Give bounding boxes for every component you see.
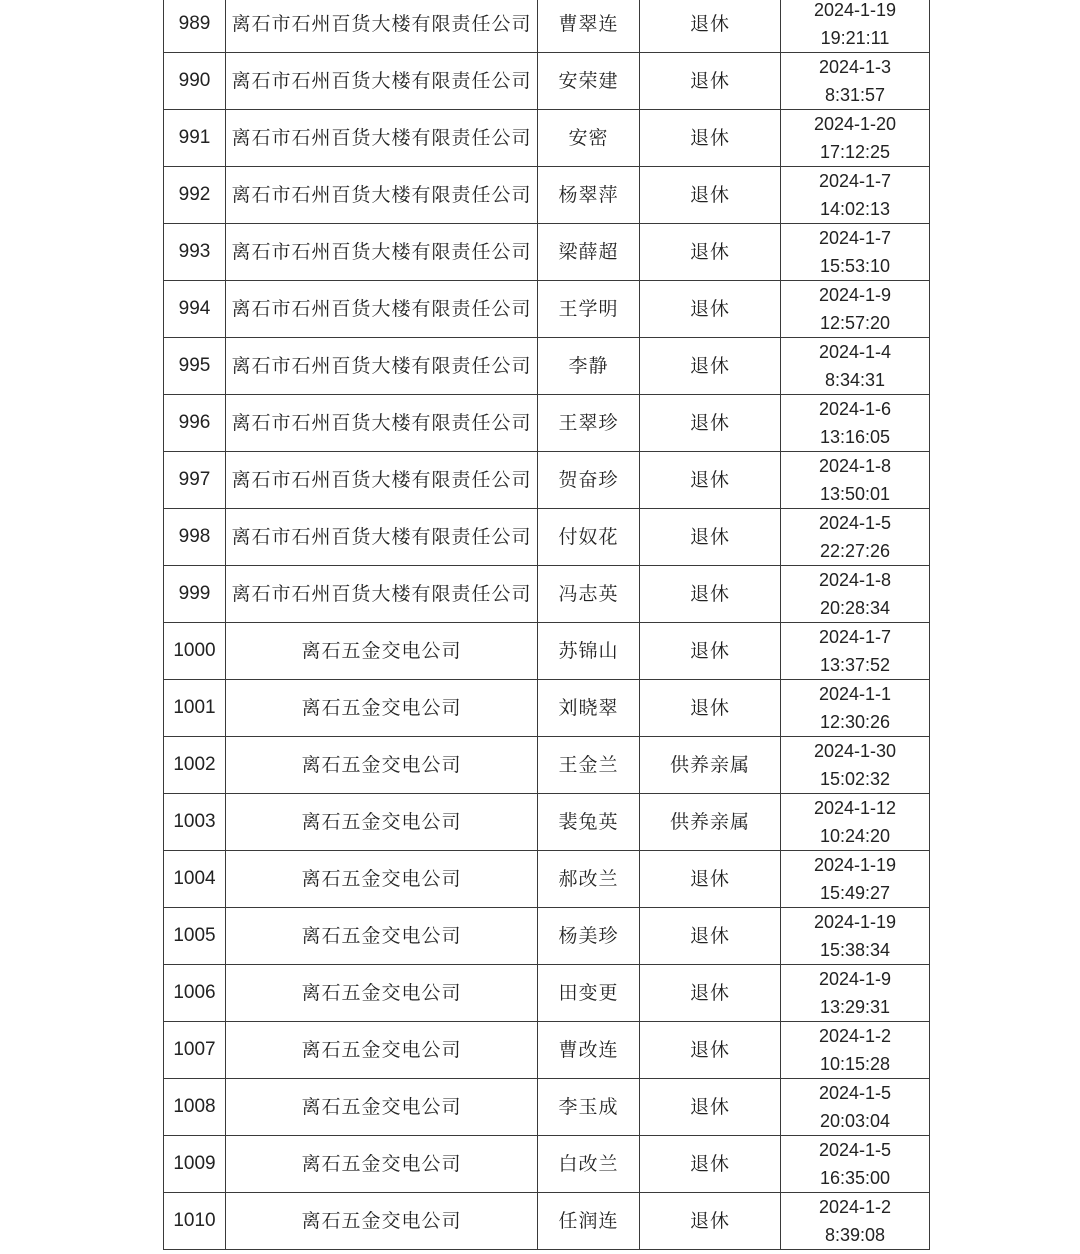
person-name-cell: 白改兰 [538, 1136, 640, 1193]
row-number-cell: 1010 [164, 1193, 226, 1250]
timestamp-time: 8:31:57 [824, 85, 886, 105]
person-type-cell: 退休 [640, 566, 781, 623]
unit-name-cell: 离石五金交电公司 [226, 1193, 538, 1250]
person-name-cell: 苏锦山 [538, 623, 640, 680]
unit-name-cell: 离石市石州百货大楼有限责任公司 [226, 338, 538, 395]
person-type-cell: 退休 [640, 53, 781, 110]
unit-name-cell: 离石市石州百货大楼有限责任公司 [226, 167, 538, 224]
row-number-cell: 990 [164, 53, 226, 110]
timestamp-cell [781, 1022, 930, 1079]
table-row [164, 281, 930, 338]
timestamp-cell [781, 566, 930, 623]
unit-name-cell: 离石五金交电公司 [226, 965, 538, 1022]
unit-name-cell: 离石市石州百货大楼有限责任公司 [226, 452, 538, 509]
timestamp-cell [781, 1193, 930, 1250]
unit-name-cell: 离石五金交电公司 [226, 1079, 538, 1136]
unit-name-cell: 离石五金交电公司 [226, 908, 538, 965]
timestamp-time: 13:50:01 [819, 484, 891, 504]
timestamp-time: 8:34:31 [824, 370, 886, 390]
unit-name-cell: 离石五金交电公司 [226, 623, 538, 680]
timestamp-date: 2024-1-2 [818, 1026, 892, 1046]
table-row [164, 167, 930, 224]
timestamp-date: 2024-1-7 [818, 627, 892, 647]
unit-name-cell: 离石五金交电公司 [226, 794, 538, 851]
unit-name-cell: 离石五金交电公司 [226, 1022, 538, 1079]
timestamp-date: 2024-1-6 [818, 399, 892, 419]
timestamp-date: 2024-1-19 [813, 912, 897, 932]
row-number-cell: 1004 [164, 851, 226, 908]
person-type-cell: 退休 [640, 1193, 781, 1250]
timestamp-date: 2024-1-1 [818, 684, 892, 704]
person-type-cell: 供养亲属 [640, 794, 781, 851]
person-type-cell: 退休 [640, 452, 781, 509]
timestamp-cell [781, 395, 930, 452]
person-type-cell: 退休 [640, 0, 781, 53]
row-number-cell: 993 [164, 224, 226, 281]
timestamp-cell [781, 452, 930, 509]
row-number-cell: 989 [164, 0, 226, 53]
table-row [164, 737, 930, 794]
records-table-body [164, 0, 930, 1250]
timestamp-cell [781, 851, 930, 908]
row-number-cell: 995 [164, 338, 226, 395]
timestamp-date: 2024-1-4 [818, 342, 892, 362]
unit-name-cell: 离石市石州百货大楼有限责任公司 [226, 566, 538, 623]
row-number-cell: 996 [164, 395, 226, 452]
timestamp-cell [781, 0, 930, 53]
row-number-cell: 991 [164, 110, 226, 167]
timestamp-time: 15:02:32 [819, 769, 891, 789]
timestamp-cell [781, 509, 930, 566]
row-number-cell: 1001 [164, 680, 226, 737]
unit-name-cell: 离石市石州百货大楼有限责任公司 [226, 395, 538, 452]
timestamp-cell [781, 224, 930, 281]
timestamp-date: 2024-1-12 [813, 798, 897, 818]
table-row [164, 1079, 930, 1136]
unit-name-cell: 离石市石州百货大楼有限责任公司 [226, 110, 538, 167]
row-number-cell: 1008 [164, 1079, 226, 1136]
table-row [164, 1136, 930, 1193]
timestamp-cell [781, 338, 930, 395]
row-number-cell: 997 [164, 452, 226, 509]
person-type-cell: 退休 [640, 281, 781, 338]
table-row [164, 1022, 930, 1079]
person-name-cell: 李玉成 [538, 1079, 640, 1136]
unit-name-cell: 离石五金交电公司 [226, 680, 538, 737]
unit-name-cell: 离石五金交电公司 [226, 851, 538, 908]
timestamp-cell [781, 1079, 930, 1136]
timestamp-cell [781, 53, 930, 110]
timestamp-time: 10:15:28 [819, 1054, 891, 1074]
timestamp-time: 19:21:11 [820, 28, 890, 48]
person-type-cell: 退休 [640, 1136, 781, 1193]
person-name-cell: 贺奋珍 [538, 452, 640, 509]
timestamp-time: 12:30:26 [819, 712, 891, 732]
table-row [164, 623, 930, 680]
person-type-cell: 退休 [640, 110, 781, 167]
person-name-cell: 王翠珍 [538, 395, 640, 452]
row-number-cell: 1005 [164, 908, 226, 965]
timestamp-cell [781, 281, 930, 338]
person-name-cell: 梁薛超 [538, 224, 640, 281]
person-type-cell: 退休 [640, 338, 781, 395]
person-name-cell: 郝改兰 [538, 851, 640, 908]
timestamp-date: 2024-1-30 [813, 741, 897, 761]
timestamp-date: 2024-1-5 [818, 513, 892, 533]
person-type-cell: 退休 [640, 908, 781, 965]
timestamp-date: 2024-1-8 [818, 570, 892, 590]
person-type-cell: 退休 [640, 509, 781, 566]
person-name-cell: 安密 [538, 110, 640, 167]
person-name-cell: 裴兔英 [538, 794, 640, 851]
person-name-cell: 杨美珍 [538, 908, 640, 965]
table-row [164, 395, 930, 452]
row-number-cell: 1009 [164, 1136, 226, 1193]
person-name-cell: 付奴花 [538, 509, 640, 566]
table-row [164, 965, 930, 1022]
timestamp-date: 2024-1-5 [818, 1140, 892, 1160]
timestamp-time: 17:12:25 [819, 142, 891, 162]
unit-name-cell: 离石市石州百货大楼有限责任公司 [226, 224, 538, 281]
row-number-cell: 998 [164, 509, 226, 566]
timestamp-date: 2024-1-9 [818, 969, 892, 989]
row-number-cell: 1007 [164, 1022, 226, 1079]
person-type-cell: 退休 [640, 167, 781, 224]
person-name-cell: 王学明 [538, 281, 640, 338]
timestamp-cell [781, 167, 930, 224]
timestamp-time: 16:35:00 [819, 1168, 891, 1188]
table-row [164, 794, 930, 851]
timestamp-time: 15:53:10 [819, 256, 891, 276]
timestamp-cell [781, 965, 930, 1022]
person-name-cell: 安荣建 [538, 53, 640, 110]
person-name-cell: 李静 [538, 338, 640, 395]
timestamp-date: 2024-1-2 [818, 1197, 892, 1217]
records-sheet [163, 0, 927, 1250]
row-number-cell: 999 [164, 566, 226, 623]
timestamp-time: 8:39:08 [824, 1225, 886, 1245]
timestamp-date: 2024-1-19 [813, 0, 897, 20]
timestamp-time: 22:27:26 [819, 541, 891, 561]
timestamp-date: 2024-1-3 [818, 57, 892, 77]
person-type-cell: 供养亲属 [640, 737, 781, 794]
person-name-cell: 曹改连 [538, 1022, 640, 1079]
table-row [164, 509, 930, 566]
row-number-cell: 992 [164, 167, 226, 224]
timestamp-time: 14:02:13 [819, 199, 891, 219]
timestamp-time: 13:16:05 [819, 427, 891, 447]
table-row [164, 566, 930, 623]
person-name-cell: 任润连 [538, 1193, 640, 1250]
timestamp-date: 2024-1-8 [818, 456, 892, 476]
timestamp-cell [781, 110, 930, 167]
timestamp-date: 2024-1-7 [818, 171, 892, 191]
unit-name-cell: 离石五金交电公司 [226, 1136, 538, 1193]
timestamp-cell [781, 908, 930, 965]
unit-name-cell: 离石五金交电公司 [226, 737, 538, 794]
table-row [164, 452, 930, 509]
table-row [164, 110, 930, 167]
person-type-cell: 退休 [640, 851, 781, 908]
person-name-cell: 王金兰 [538, 737, 640, 794]
person-type-cell: 退休 [640, 395, 781, 452]
row-number-cell: 1000 [164, 623, 226, 680]
row-number-cell: 1002 [164, 737, 226, 794]
unit-name-cell: 离石市石州百货大楼有限责任公司 [226, 53, 538, 110]
person-name-cell: 刘晓翠 [538, 680, 640, 737]
timestamp-time: 15:38:34 [819, 940, 891, 960]
row-number-cell: 1006 [164, 965, 226, 1022]
table-row [164, 1193, 930, 1250]
person-name-cell: 冯志英 [538, 566, 640, 623]
person-name-cell: 杨翠萍 [538, 167, 640, 224]
person-type-cell: 退休 [640, 623, 781, 680]
person-type-cell: 退休 [640, 1022, 781, 1079]
table-row [164, 0, 930, 53]
timestamp-cell [781, 623, 930, 680]
table-row [164, 680, 930, 737]
person-type-cell: 退休 [640, 224, 781, 281]
timestamp-date: 2024-1-20 [813, 114, 897, 134]
table-row [164, 53, 930, 110]
timestamp-time: 13:29:31 [819, 997, 891, 1017]
table-row [164, 908, 930, 965]
timestamp-time: 20:03:04 [819, 1111, 891, 1131]
person-name-cell: 田变更 [538, 965, 640, 1022]
timestamp-cell [781, 1136, 930, 1193]
timestamp-cell [781, 737, 930, 794]
timestamp-time: 15:49:27 [819, 883, 891, 903]
timestamp-date: 2024-1-19 [813, 855, 897, 875]
row-number-cell: 1003 [164, 794, 226, 851]
timestamp-date: 2024-1-5 [818, 1083, 892, 1103]
timestamp-cell [781, 680, 930, 737]
row-number-cell: 994 [164, 281, 226, 338]
timestamp-date: 2024-1-9 [818, 285, 892, 305]
timestamp-date: 2024-1-7 [818, 228, 892, 248]
table-row [164, 851, 930, 908]
timestamp-time: 13:37:52 [819, 655, 891, 675]
person-name-cell: 曹翠连 [538, 0, 640, 53]
person-type-cell: 退休 [640, 965, 781, 1022]
timestamp-time: 12:57:20 [819, 313, 891, 333]
unit-name-cell: 离石市石州百货大楼有限责任公司 [226, 0, 538, 53]
person-type-cell: 退休 [640, 1079, 781, 1136]
unit-name-cell: 离石市石州百货大楼有限责任公司 [226, 281, 538, 338]
table-row [164, 338, 930, 395]
table-row [164, 224, 930, 281]
timestamp-cell [781, 794, 930, 851]
records-table [163, 0, 930, 1250]
timestamp-time: 20:28:34 [819, 598, 891, 618]
person-type-cell: 退休 [640, 680, 781, 737]
timestamp-time: 10:24:20 [819, 826, 891, 846]
unit-name-cell: 离石市石州百货大楼有限责任公司 [226, 509, 538, 566]
